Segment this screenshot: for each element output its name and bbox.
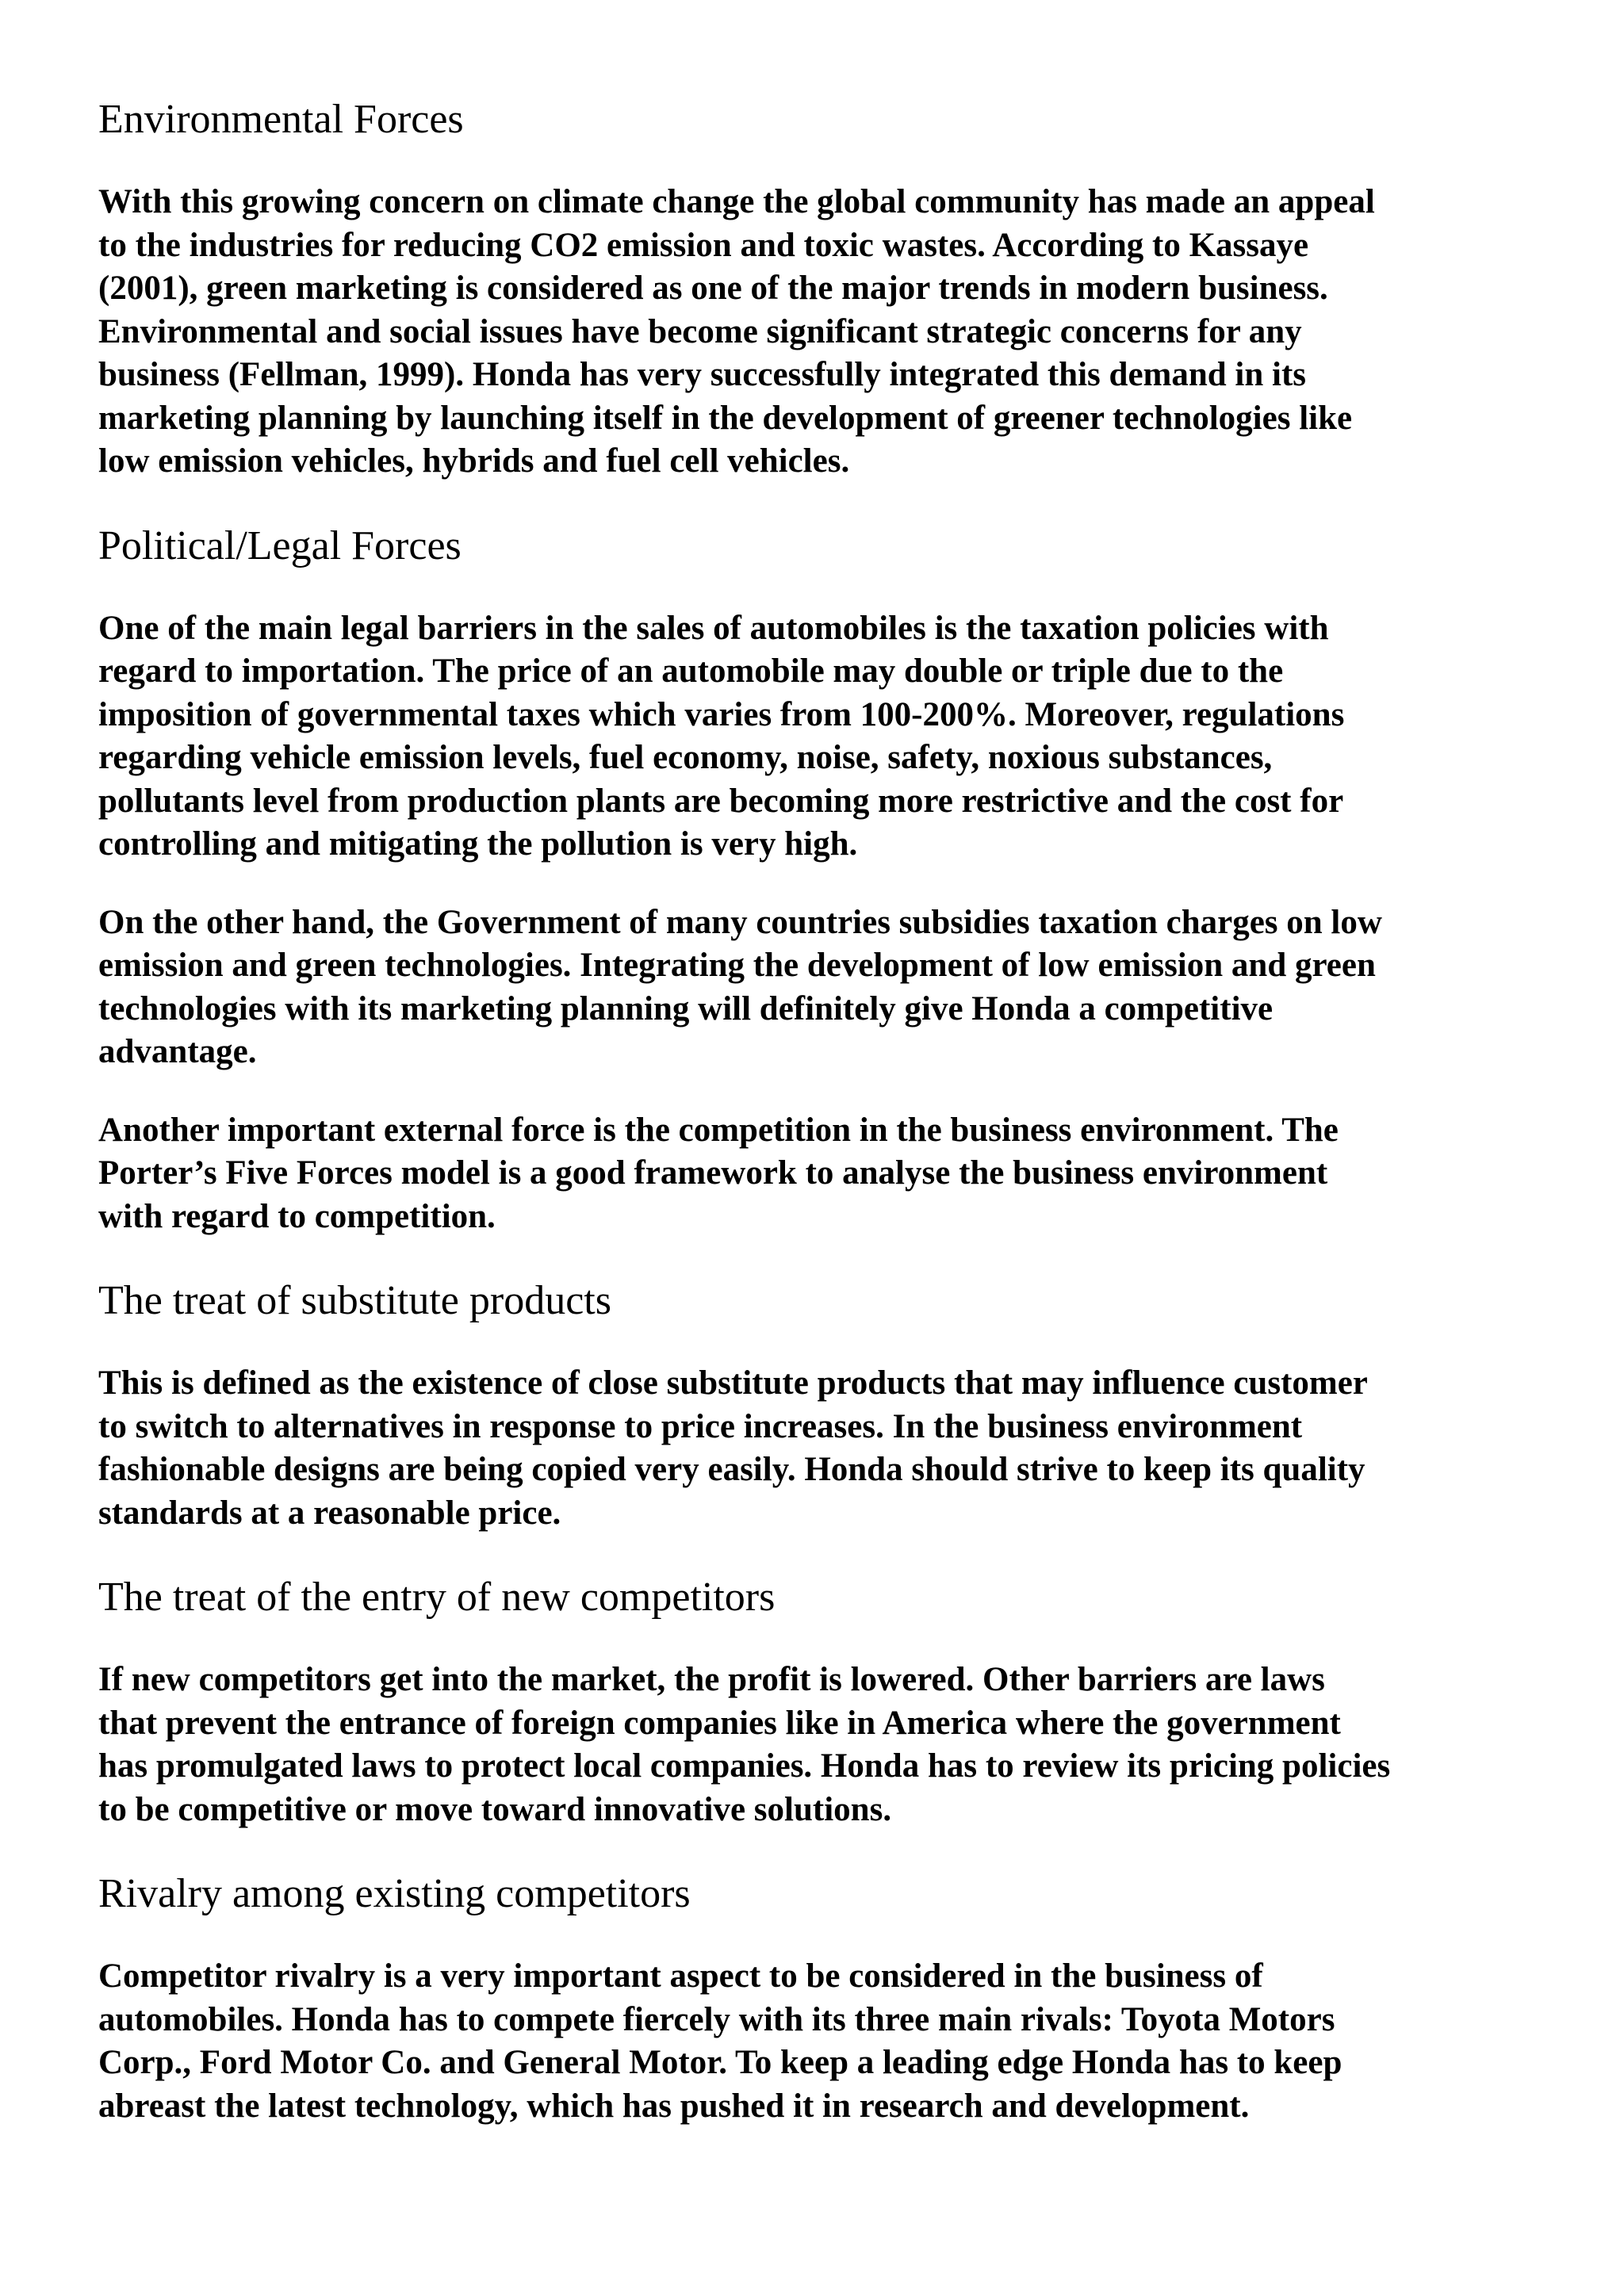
paragraph-rivalry: Competitor rivalry is a very important aspect to be considered in the business of automobiles. Honda has to compete fiercely with its three main rivals: Toyota Motors Corp., Ford Motor Co. and General Motor. To keep a leading edge Honda has to keep abreast the latest technology, which has pushed it in research and development.: [98, 1957, 1342, 2125]
section-heading-substitute-products: The treat of substitute products: [98, 1278, 611, 1323]
paragraph-substitute-products: This is defined as the existence of close substitute products that may influence customer to switch to alternatives in response to price increases. In the business environment fashionable designs are being copied very easily. Honda should strive to keep its quality standards at a reasonable price.: [98, 1364, 1368, 1532]
section-heading-political-legal-forces: Political/Legal Forces: [98, 522, 462, 568]
section-heading-rivalry: Rivalry among existing competitors: [98, 1871, 691, 1916]
paragraph-environmental-forces: With this growing concern on climate change the global community has made an appeal to the industries for reducing CO2 emission and toxic wastes. According to Kassaye (2001), green marketing is considered as one of the major trends in modern business. Environmental and social issues have become significant strategic concerns for any business (Fellman, 1999). Honda has very successfully integrated this demand in its marketing planning by launching itself in the development of greener technologies like low emission vehicles, hybrids and fuel cell vehicles.: [98, 183, 1375, 480]
section-heading-environmental-forces: Environmental Forces: [98, 97, 464, 142]
section-heading-new-competitors: The treat of the entry of new competitors: [98, 1575, 776, 1620]
paragraph-new-competitors: If new competitors get into the market, the profit is lowered. Other barriers are laws that prevent the entrance of foreign companies like in America where the government has promulgated laws to protect local companies. Honda has to review its pricing policies to be competitive or move toward innovative solutions.: [98, 1661, 1391, 1828]
paragraph-government-subsidies: On the other hand, the Government of many countries subsidies taxation charges on low emission and green technologies. Integrating the development of low emission and green technologies with its marketing planning will definitely give Honda a competitive advantage.: [98, 903, 1382, 1070]
paragraph-taxation-barriers: One of the main legal barriers in the sales of automobiles is the taxation policies with regard to importation. The price of an automobile may double or triple due to the imposition of governmental taxes which varies from 100-200%. Moreover, regulations regarding vehicle emission levels, fuel economy, noise, safety, noxious substances, pollutants level from production plants are becoming more restrictive and the cost for controlling and mitigating the pollution is very high.: [98, 609, 1345, 863]
document-page: [98, 95, 1557, 2163]
paragraph-competition-porter: Another important external force is the competition in the business environment. The Porter’s Five Forces model is a good framework to analyse the business environment with regard to competition.: [98, 1111, 1339, 1235]
